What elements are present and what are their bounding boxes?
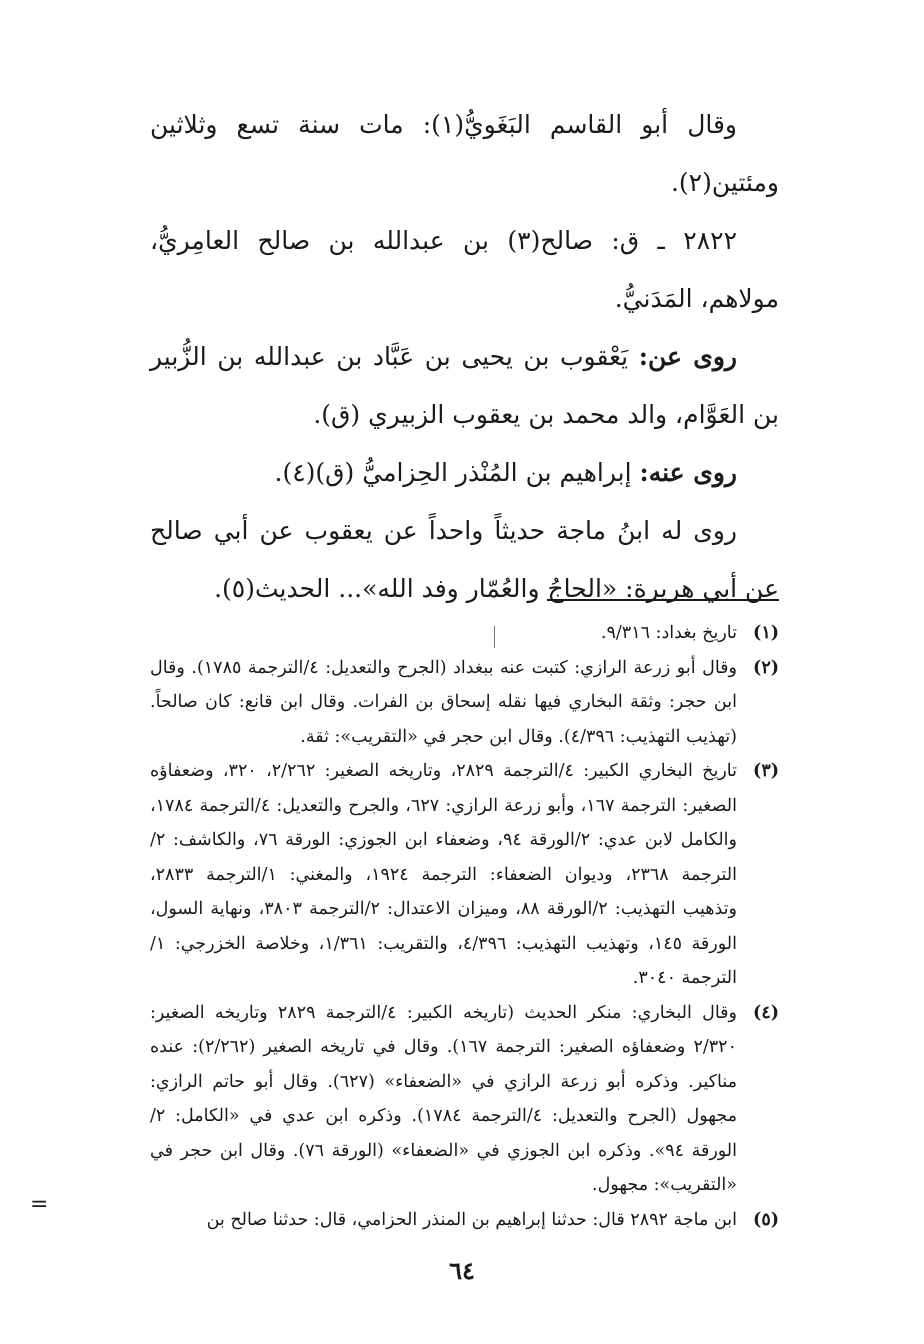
paragraph-text: إبراهيم بن المُنْذر الحِزاميُّ (ق)(٤). bbox=[274, 458, 640, 487]
footnote-number: (٢) bbox=[753, 657, 779, 678]
paragraph-text: ٢٨٢٢ ـ ق: صالح(٣) بن عبدالله بن صالح العامِريُّ، مولاهم، المَدَنيُّ. bbox=[150, 226, 779, 313]
footnote-text: تاريخ البخاري الكبير: ٤/الترجمة ٢٨٢٩، وتاريخه الصغير: ٢/٢٦٢، ٣٢٠، وضعفاؤه الصغير: الترجمة ١٦٧، وأبو زرعة الرازي: ٦٢٧، والجرح والتعديل: ٤/الترجمة ١٧٨٤، والكامل لابن عدي: ٢/الورقة ٩٤، وضعفاء ابن الجوزي: الورقة ٧٦، والكاشف: ٢/الترجمة ٢٣٦٨، وديوان الضعفاء: الترجمة ١٩٢٤، والمغني: ١/الترجمة ٢٨٣٣، وتذهيب التهذيب: ٢/الورقة ٨٨، وميزان الاعتدال: ٢/الترجمة ٣٨٠٣، ونهاية السول، الورقة ١٤٥، وتهذيب التهذيب: ٤/٣٩٦، والتقريب: ١/٣٦١، وخلاصة الخزرجي: ١/الترجمة ٣٠٤٠. bbox=[150, 761, 737, 988]
continuation-mark: = bbox=[30, 1192, 49, 1217]
paragraph-text: يَعْقوب بن يحيى بن عَبَّاد بن عبدالله بن الزُّبير بن العَوَّام، والد محمد بن يعقوب الزبيري (ق). bbox=[150, 342, 779, 429]
footnote-text: وقال البخاري: منكر الحديث (تاريخه الكبير: ٤/الترجمة ٢٨٢٩ وتاريخه الصغير: ٢/٣٢٠ وضعفاؤه الصغير: الترجمة ١٦٧). وقال في تاريخه الصغير (٢/٢٦٢): عنده مناكير. وذكره أبو زرعة الرازي في «الضعفاء» (٦٢٧). وقال أبو حاتم الرازي: مجهول (الجرح والتعديل: ٤/الترجمة ١٧٨٤). وذكره ابن عدي في «الكامل: ٢/الورقة ٩٤». وذكره ابن الجوزي في «الضعفاء» (الورقة ٧٦). وقال ابن حجر في «التقريب»: مجهول. bbox=[150, 1002, 738, 1195]
footnote-number: (٤) bbox=[753, 1002, 779, 1023]
paragraph-narrated-by bbox=[150, 444, 779, 502]
paragraph-text: روى له ابنُ ماجة حديثاً واحداً عن يعقوب عن أبي صالح عن أبي هريرة: «الحاجُ والعُمّار وفد الله»... الحديث(٥). bbox=[150, 516, 779, 603]
footnote-number: (٥) bbox=[753, 1209, 779, 1230]
paragraph-narrated-from bbox=[150, 328, 779, 444]
footnote-3 bbox=[150, 754, 779, 996]
footnote-5 bbox=[150, 1203, 779, 1238]
main-text bbox=[150, 96, 779, 618]
footnote-text: تاريخ بغداد: ٩/٣١٦. bbox=[600, 623, 737, 643]
footnote-2 bbox=[150, 651, 779, 755]
footnote-separator bbox=[547, 599, 779, 601]
paragraph-lead: روى عنه: bbox=[639, 458, 737, 487]
footnote-text: ابن ماجة ٢٨٩٢ قال: حدثنا إبراهيم بن المنذر الحزامي، قال: حدثنا صالح بن bbox=[206, 1209, 737, 1230]
footnote-number: (١) bbox=[753, 623, 779, 643]
footnote-number: (٣) bbox=[753, 761, 779, 781]
page-number: ٦٤ bbox=[449, 1256, 475, 1285]
paragraph-lead: روى عن: bbox=[638, 342, 738, 371]
footnotes bbox=[150, 616, 779, 1237]
footnote-4 bbox=[150, 996, 779, 1203]
paragraph-death-note bbox=[150, 96, 779, 212]
paragraph-text: وقال أبو القاسم البَغَويُّ(١): مات سنة تسع وثلاثين ومئتين(٢). bbox=[150, 110, 779, 197]
footnote-1 bbox=[150, 616, 779, 651]
footnote-text: وقال أبو زرعة الرازي: كتبت عنه ببغداد (الجرح والتعديل: ٤/الترجمة ١٧٨٥). وقال ابن حجر: وثقة البخاري فيها نقله إسحاق بن الفرات. وقال ابن قانع: كان صالحاً. (تهذيب التهذيب: ٤/٣٩٦). وقال ابن حجر في «التقريب»: ثقة. bbox=[150, 657, 737, 747]
paragraph-entry-heading bbox=[150, 212, 779, 328]
